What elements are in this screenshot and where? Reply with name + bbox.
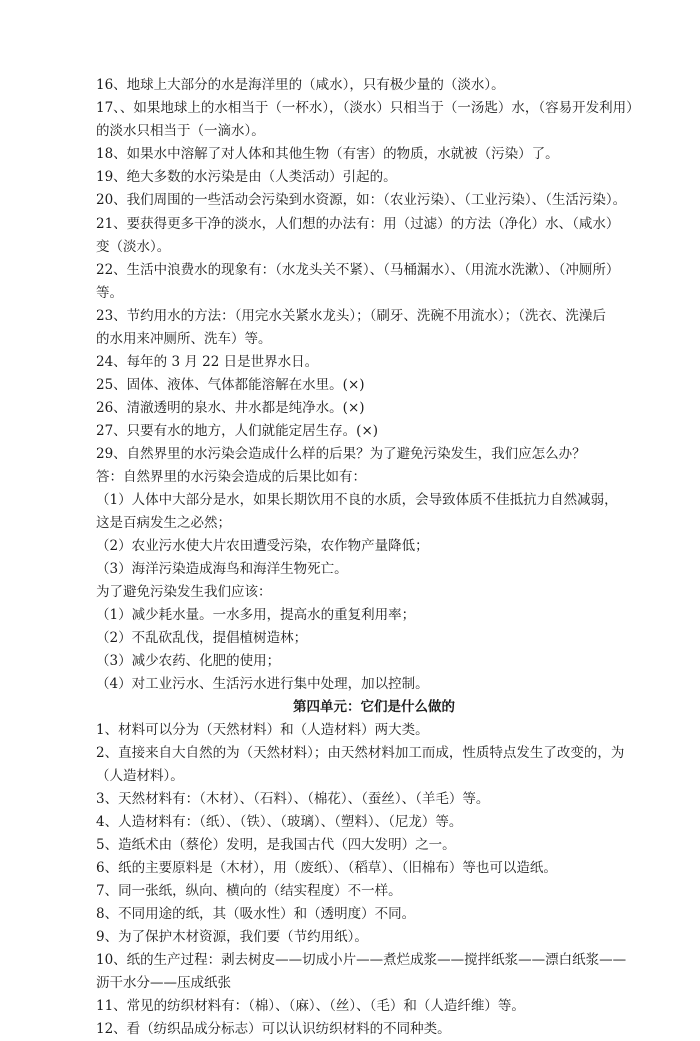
text-line: 沥干水分——压成纸张 [96, 975, 231, 991]
text-line: （人造材料）。 [96, 768, 184, 784]
unit-heading: 第四单元：它们是什么做的 [293, 699, 455, 715]
section-water-saving [96, 213, 652, 696]
text-line: 12、看（纺织品成分标志）可以认识纺织材料的不同种类。 [96, 1021, 451, 1037]
text-line: 8、不同用途的纸，其（吸水性）和（透明度）不同。 [96, 906, 416, 922]
text-line: 16、地球上大部分的水是海洋里的（咸水），只有极少量的（淡水）。 [96, 77, 505, 93]
text-line: 22、生活中浪费水的现象有：（水龙头关不紧）、（马桶漏水）、（用流水洗漱）、（冲厕所） [96, 262, 620, 278]
text-line: 7、同一张纸，纵向、横向的（结实程度）不一样。 [96, 883, 402, 899]
text-line: 等。 [96, 285, 123, 301]
text-line: 变（淡水）。 [96, 239, 171, 255]
text-line: 答：自然界里的水污染会造成的后果比如有： [96, 469, 366, 485]
text-line: （3）海洋污染造成海鸟和海洋生物死亡。 [96, 561, 348, 577]
text-line: 11、常见的纺织材料有：（棉）、（麻）、（丝）、（毛）和（人造纤维）等。 [96, 998, 525, 1014]
text-line: 4、人造材料有：（纸）、（铁）、（玻璃）、（塑料）、（尼龙）等。 [96, 814, 463, 830]
text-line: 6、纸的主要原料是（木材），用（废纸）、（稻草）、（旧棉布）等也可以造纸。 [96, 860, 557, 876]
text-line: 20、我们周围的一些活动会污染到水资源，如：（农业污染）、（工业污染）、（生活污染）。 [96, 192, 627, 208]
text-line: 1、材料可以分为（天然材料）和（人造材料）两大类。 [96, 722, 429, 738]
section-unit4 [96, 696, 652, 1041]
text-line: 27、只要有水的地方，人们就能定居生存。(×) [96, 423, 379, 439]
text-line: （2）农业污水使大片农田遭受污染，农作物产量降低； [96, 538, 429, 554]
text-line: 的淡水只相当于（一滴水）。 [96, 123, 265, 139]
text-line: （2）不乱砍乱伐，提倡植树造林； [96, 630, 308, 646]
text-line: 17、、如果地球上的水相当于（一杯水），（淡水）只相当于（一汤匙）水，（容易开发利用） [96, 100, 640, 116]
text-line: 9、为了保护木材资源，我们要（节约用纸）。 [96, 929, 368, 945]
text-line: 2、直接来自大自然的为（天然材料）；由天然材料加工而成，性质特点发生了改变的，为 [96, 745, 625, 761]
text-line: 29、自然界里的水污染会造成什么样的后果？为了避免污染发生，我们应怎么办？ [96, 446, 586, 462]
text-line: 为了避免污染发生我们应该： [96, 584, 272, 600]
section-water-pollution [96, 74, 652, 212]
text-line: （1）减少耗水量。一水多用，提高水的重复利用率； [96, 607, 416, 623]
text-line: 这是百病发生之必然； [96, 515, 231, 531]
text-line: （3）减少农药、化肥的使用； [96, 653, 281, 669]
text-line: 19、绝大多数的水污染是由（人类活动）引起的。 [96, 169, 397, 185]
text-line: 3、天然材料有：（木材）、（石料）、（棉花）、（蚕丝）、（羊毛）等。 [96, 791, 490, 807]
text-line: 21、要获得更多干净的淡水，人们想的办法有：用（过滤）的方法（净化）水、（咸水） [96, 216, 620, 232]
text-line: 23、节约用水的方法：（用完水关紧水龙头）；（刷牙、洗碗不用流水）；（洗衣、洗澡后 [96, 308, 606, 324]
text-line: 10、纸的生产过程：剥去树皮——切成小片——煮烂成浆——搅拌纸浆——漂白纸浆—— [96, 952, 627, 968]
text-line: 18、如果水中溶解了对人体和其他生物（有害）的物质，水就被（污染）了。 [96, 146, 559, 162]
text-line: （4）对工业污水、生活污水进行集中处理，加以控制。 [96, 676, 429, 692]
text-line: （1）人体中大部分是水，如果长期饮用不良的水质，会导致体质不佳抵抗力自然减弱， [96, 492, 618, 508]
text-line: 的水用来冲厕所、洗车）等。 [96, 331, 272, 347]
text-line: 5、造纸术由（蔡伦）发明，是我国古代（四大发明）之一。 [96, 837, 456, 853]
text-line: 26、清澈透明的泉水、井水都是纯净水。(×) [96, 400, 365, 416]
text-line: 25、固体、液体、气体都能溶解在水里。(×) [96, 377, 365, 393]
text-line: 24、每年的 3 月 22 日是世界水日。 [96, 354, 319, 370]
